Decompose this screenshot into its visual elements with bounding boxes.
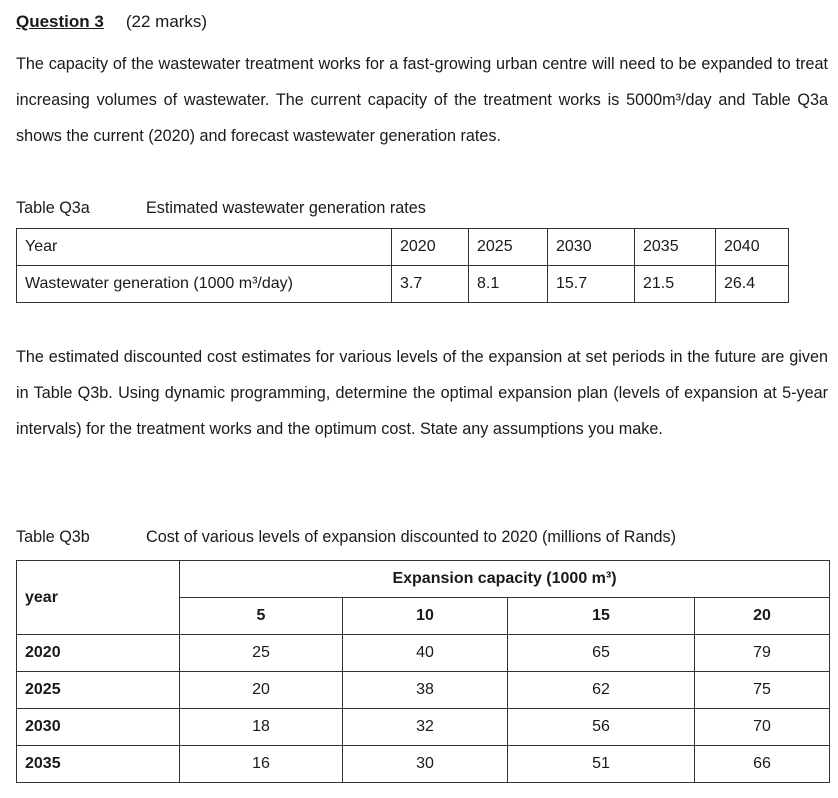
corner-header-year: year [17, 561, 180, 635]
year-cell: 2035 [17, 746, 180, 783]
question-label: Question 3 [16, 12, 104, 31]
year-cell: 2020 [17, 635, 180, 672]
table-row [17, 746, 830, 783]
year-cell: 2025 [17, 672, 180, 709]
table-a-title: Estimated wastewater generation rates [146, 199, 426, 217]
year-cell: 2030 [17, 709, 180, 746]
year-cell: 2020 [392, 229, 469, 266]
cost-cell: 38 [343, 672, 508, 709]
year-cell: 2035 [635, 229, 716, 266]
expansion-capacity-header: Expansion capacity (1000 m³) [180, 561, 830, 598]
value-cell: 3.7 [392, 266, 469, 303]
year-cell: 2030 [548, 229, 635, 266]
wastewater-generation-table [16, 228, 789, 303]
table-a-label: Table Q3a [16, 199, 90, 217]
row-label-generation: Wastewater generation (1000 m³/day) [17, 266, 392, 303]
cost-cell: 25 [180, 635, 343, 672]
row-label-year: Year [17, 229, 392, 266]
expansion-cost-table [16, 560, 830, 783]
capacity-header: 15 [508, 598, 695, 635]
cost-cell: 18 [180, 709, 343, 746]
cost-cell: 75 [695, 672, 830, 709]
table-header-row [17, 561, 830, 598]
cost-cell: 70 [695, 709, 830, 746]
value-cell: 8.1 [469, 266, 548, 303]
cost-cell: 30 [343, 746, 508, 783]
cost-cell: 40 [343, 635, 508, 672]
table-b-label: Table Q3b [16, 528, 90, 546]
task-paragraph: The estimated discounted cost estimates for various levels of the expansion at set periods in the future are given in Table Q3b. Using dynamic programming, determine the optimal expansion plan (levels of expansion at 5-year intervals) for the treatment works and the optimum cost. State any assumptions you make. [16, 348, 828, 438]
table-row [17, 266, 789, 303]
value-cell: 15.7 [548, 266, 635, 303]
capacity-header: 10 [343, 598, 508, 635]
table-row [17, 672, 830, 709]
value-cell: 21.5 [635, 266, 716, 303]
cost-cell: 66 [695, 746, 830, 783]
cost-cell: 56 [508, 709, 695, 746]
table-row [17, 229, 789, 266]
year-cell: 2040 [716, 229, 789, 266]
question-heading [16, 12, 207, 32]
cost-cell: 16 [180, 746, 343, 783]
cost-cell: 20 [180, 672, 343, 709]
table-row [17, 635, 830, 672]
table-row [17, 709, 830, 746]
intro-paragraph: The capacity of the wastewater treatment works for a fast-growing urban centre will need to be expanded to treat increasing volumes of wastewater. The current capacity of the treatment works is 5000m³/day and Table Q3a shows the current (2020) and forecast wastewater generation rates. [16, 55, 828, 145]
cost-cell: 62 [508, 672, 695, 709]
cost-cell: 65 [508, 635, 695, 672]
question-marks: (22 marks) [125, 12, 208, 31]
table-b-caption [16, 528, 676, 547]
value-cell: 26.4 [716, 266, 789, 303]
capacity-header: 20 [695, 598, 830, 635]
table-a-caption [16, 199, 426, 218]
cost-cell: 51 [508, 746, 695, 783]
cost-cell: 79 [695, 635, 830, 672]
cost-cell: 32 [343, 709, 508, 746]
capacity-header: 5 [180, 598, 343, 635]
year-cell: 2025 [469, 229, 548, 266]
table-b-title: Cost of various levels of expansion discounted to 2020 (millions of Rands) [146, 528, 676, 546]
